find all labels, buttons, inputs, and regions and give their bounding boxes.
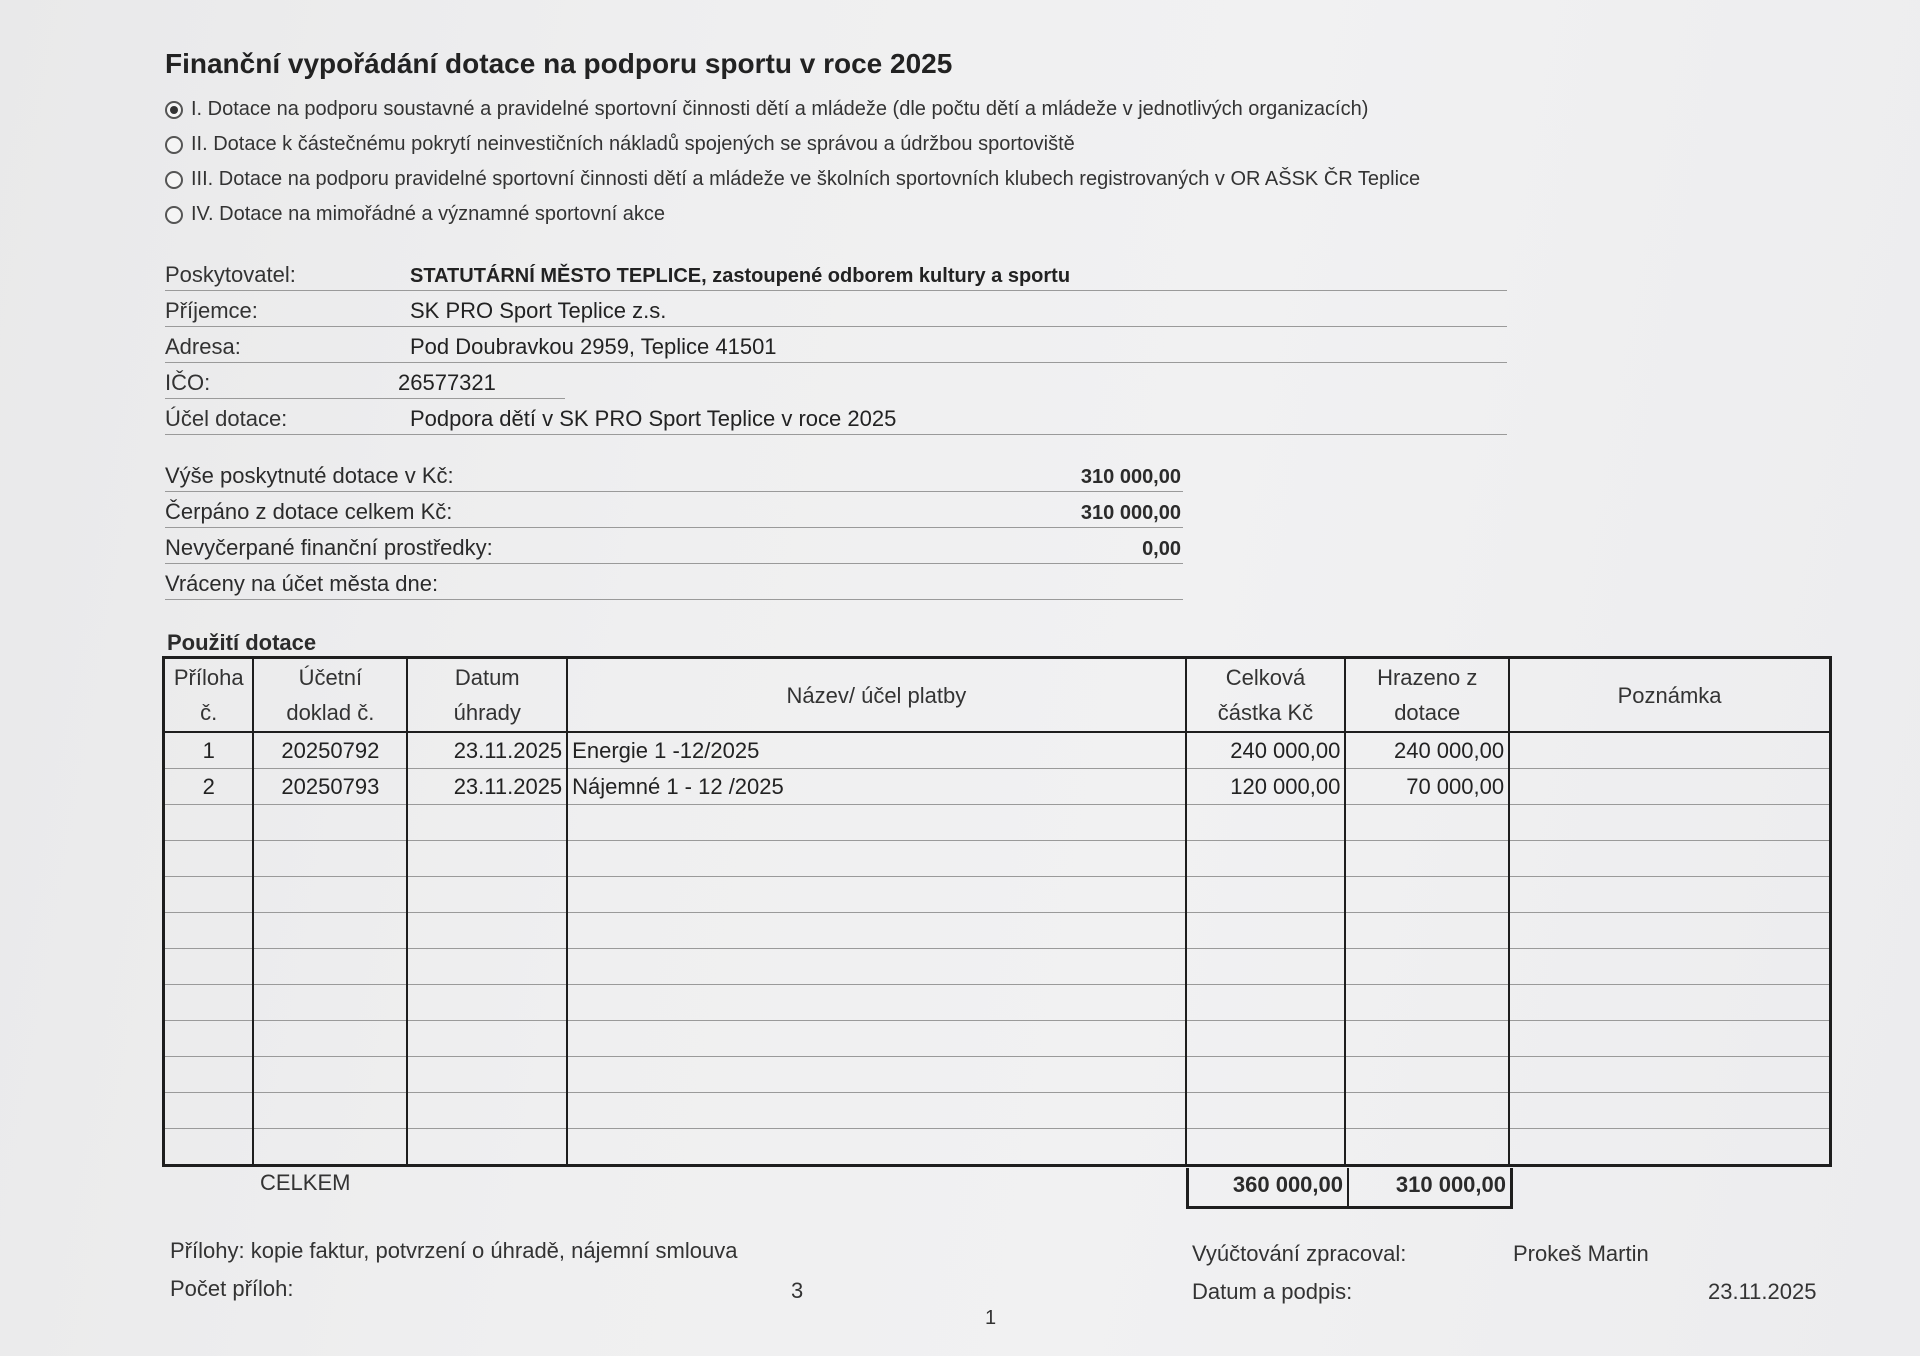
document-title: Finanční vypořádání dotace na podporu sportu v roce 2025: [165, 48, 953, 79]
recipient-info: [165, 255, 1507, 435]
empty-table-row: [164, 841, 1831, 877]
attachments-line: [170, 1238, 737, 1264]
cell-payment-name: Nájemné 1 - 12 /2025: [567, 769, 1185, 805]
payments-table: [162, 656, 1832, 1167]
prepared-by-label: Vyúčtování zpracoval:: [1192, 1241, 1407, 1266]
radio-checked-icon[interactable]: [165, 101, 183, 119]
empty-table-row: [164, 949, 1831, 985]
summary-label: Vráceny na účet města dne:: [165, 571, 439, 596]
recipient-row: [165, 291, 1507, 327]
usage-section-title: Použití dotace: [167, 630, 317, 655]
cell-attachment-no: 2: [164, 769, 254, 805]
purpose-value: Podpora dětí v SK PRO Sport Teplice v roce 2025: [410, 406, 897, 431]
option-row-4[interactable]: [165, 197, 1420, 232]
option-label: IV. Dotace na mimořádné a významné sportovní akce: [191, 203, 665, 225]
summary-row: [165, 456, 1183, 492]
empty-table-row: [164, 1129, 1831, 1166]
radio-unchecked-icon[interactable]: [165, 171, 183, 189]
date-signature-value: 23.11.2025: [1708, 1279, 1817, 1304]
option-label: II. Dotace k částečnému pokrytí neinvestičních nákladů spojených se správou a údržbou sportoviště: [191, 133, 1075, 155]
provider-value: STATUTÁRNÍ MĚSTO TEPLICE, zastoupené odborem kultury a sportu: [410, 265, 1071, 287]
recipient-label: Příjemce:: [165, 298, 258, 323]
page-number: 1: [985, 1307, 997, 1329]
cell-payment-name: Energie 1 -12/2025: [567, 732, 1185, 769]
cell-note: [1509, 769, 1830, 805]
empty-table-row: [164, 913, 1831, 949]
cell-total-amount: 120 000,00: [1186, 769, 1346, 805]
cell-document-no: 20250792: [253, 732, 407, 769]
attachments-label: Přílohy:: [170, 1238, 245, 1263]
header-attachment-no: Příloha č.: [164, 658, 254, 733]
totals-label: CELKEM: [260, 1170, 351, 1195]
option-row-2[interactable]: [165, 127, 1420, 162]
provider-row: [165, 255, 1507, 291]
purpose-row: [165, 399, 1507, 435]
paid-from-subsidy-sum: 310 000,00: [1395, 1172, 1506, 1197]
table-row: [164, 769, 1831, 805]
ico-label: IČO:: [165, 370, 211, 395]
empty-table-row: [164, 805, 1831, 841]
empty-table-row: [164, 1021, 1831, 1057]
header-document-no: Účetní doklad č.: [253, 658, 407, 733]
summary-label: Výše poskytnuté dotace v Kč:: [165, 463, 454, 488]
summary-row: [165, 564, 1183, 600]
empty-table-row: [164, 1093, 1831, 1129]
empty-table-row: [164, 1057, 1831, 1093]
address-label: Adresa:: [165, 334, 241, 359]
attachment-count-label: Počet příloh:: [170, 1276, 294, 1301]
attachment-count-value: 3: [791, 1278, 804, 1303]
cell-document-no: 20250793: [253, 769, 407, 805]
summary-row: [165, 528, 1183, 564]
option-row-3[interactable]: [165, 162, 1420, 197]
cell-paid-from-subsidy: 240 000,00: [1345, 732, 1509, 769]
table-header-row: [164, 658, 1831, 733]
header-note: Poznámka: [1509, 658, 1830, 733]
radio-unchecked-icon[interactable]: [165, 136, 183, 154]
summary-value: 0,00: [1142, 538, 1181, 560]
cell-total-amount: 240 000,00: [1186, 732, 1346, 769]
recipient-value: SK PRO Sport Teplice z.s.: [410, 298, 667, 323]
ico-row: [165, 363, 565, 399]
total-amount-sum: 360 000,00: [1189, 1168, 1349, 1206]
summary-value: 310 000,00: [1080, 502, 1181, 524]
totals-box: [1186, 1168, 1513, 1209]
summary-label: Čerpáno z dotace celkem Kč:: [165, 499, 453, 524]
ico-value: 26577321: [398, 370, 496, 395]
header-payment-date: Datum úhrady: [407, 658, 567, 733]
provider-label: Poskytovatel:: [165, 262, 296, 287]
header-total-amount: Celková částka Kč: [1186, 658, 1346, 733]
empty-table-row: [164, 985, 1831, 1021]
date-signature-label: Datum a podpis:: [1192, 1279, 1353, 1304]
attachments-value: kopie faktur, potvrzení o úhradě, nájemní smlouva: [250, 1238, 738, 1263]
summary-label: Nevyčerpané finanční prostředky:: [165, 535, 493, 560]
header-paid-from-subsidy: Hrazeno z dotace: [1345, 658, 1509, 733]
cell-note: [1509, 732, 1830, 769]
summary-value: 310 000,00: [1080, 466, 1181, 488]
cell-attachment-no: 1: [164, 732, 254, 769]
summary-row: [165, 492, 1183, 528]
address-value: Pod Doubravkou 2959, Teplice 41501: [410, 334, 777, 359]
cell-payment-date: 23.11.2025: [407, 732, 567, 769]
option-row-1[interactable]: [165, 92, 1420, 127]
header-payment-name: Název/ účel platby: [567, 658, 1185, 733]
address-row: [165, 327, 1507, 363]
cell-paid-from-subsidy: 70 000,00: [1345, 769, 1509, 805]
purpose-label: Účel dotace:: [165, 406, 288, 431]
empty-table-row: [164, 877, 1831, 913]
cell-payment-date: 23.11.2025: [407, 769, 567, 805]
radio-unchecked-icon[interactable]: [165, 206, 183, 224]
prepared-by-value: Prokeš Martin: [1513, 1241, 1649, 1266]
financial-summary: [165, 456, 1183, 600]
option-label: I. Dotace na podporu soustavné a pravidelné sportovní činnosti dětí a mládeže (dle počtu dětí a mládeže v jednotlivých organizacích): [191, 98, 1369, 120]
table-row: [164, 732, 1831, 769]
option-label: III. Dotace na podporu pravidelné sportovní činnosti dětí a mládeže ve školních sportovních klubech registrovaných v OR AŠSK ČR Teplice: [191, 168, 1421, 190]
subsidy-type-options: [165, 92, 1420, 232]
